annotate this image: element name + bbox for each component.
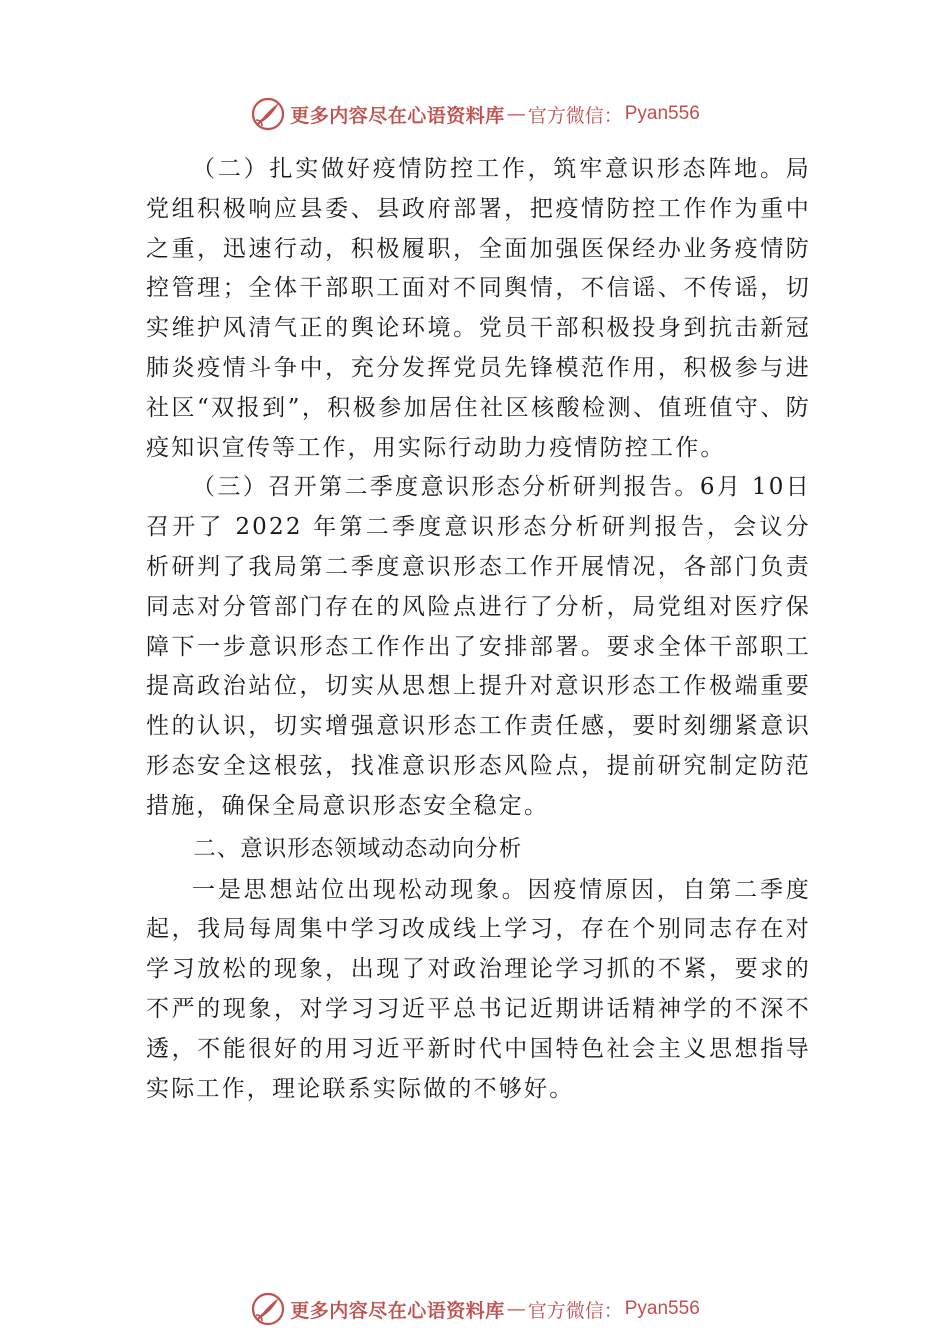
footer-banner xyxy=(0,1289,950,1329)
banner-library-text: 更多内容尽在心语资料库 xyxy=(290,104,505,127)
paragraph-epidemic-control: （二）扎实做好疫情防控工作，筑牢意识形态阵地。局党组积极响应县委、县政府部署，把疫情防控工作作为重中之重，迅速行动，积极履职，全面加强医保经办业务疫情防控管理；全体干部职工面对不同舆情，不信谣、不传谣，切实维护风清气正的舆论环境。党员干部积极投身到抗击新冠肺炎疫情斗争中，充分发挥党员先锋模范作用，积极参与进社区“双报到”，积极参加居住社区核酸检测、值班值守、防疫知识宣传等工作，用实际行动助力疫情防控工作。 xyxy=(146,156,811,461)
section-heading-analysis: 二、意识形态领域动态动向分析 xyxy=(193,835,523,862)
banner-wechat-id: Pyan556 xyxy=(624,103,700,124)
header-banner xyxy=(0,94,950,134)
banner-wechat-id: Pyan556 xyxy=(624,1298,700,1319)
paragraph-quarterly-report: （三）召开第二季度意识形态分析研判报告。6月 10日召开了 2022 年第二季度意识形态分析研判报告，会议分析研判了我局第二季度意识形态工作开展情况，各部门负责同志对分管部门存在的风险点进行了分析，局党组对医疗保障下一步意识形态工作作出了安排部署。要求全体干部职工提高政治站位，切实从思想上提升对意识形态工作极端重要性的认识，切实增强意识形态工作责任感，要时刻绷紧意识形态安全这根弦，找准意识形态风险点，提前研究制定防范措施，确保全局意识形态安全稳定。 xyxy=(146,474,811,819)
banner-library-text: 更多内容尽在心语资料库 xyxy=(290,1299,505,1322)
banner-wechat-label: 官方微信： xyxy=(527,1299,623,1322)
banner-dash: — xyxy=(506,103,526,125)
banner-wechat-label: 官方微信： xyxy=(527,104,623,127)
banner-dash: — xyxy=(506,1298,526,1320)
document-body xyxy=(146,150,811,1109)
quill-pen-logo-icon xyxy=(250,1291,286,1327)
paragraph-ideological-stance: 一是思想站位出现松动现象。因疫情原因，自第二季度起，我局每周集中学习改成线上学习，存在个别同志存在对学习放松的现象，出现了对政治理论学习抓的不紧，要求的不严的现象，对学习习近平总书记近期讲话精神学的不深不透，不能很好的用习近平新时代中国特色社会主义思想指导实际工作，理论联系实际做的不够好。 xyxy=(146,876,811,1102)
quill-pen-logo-icon xyxy=(250,96,286,132)
